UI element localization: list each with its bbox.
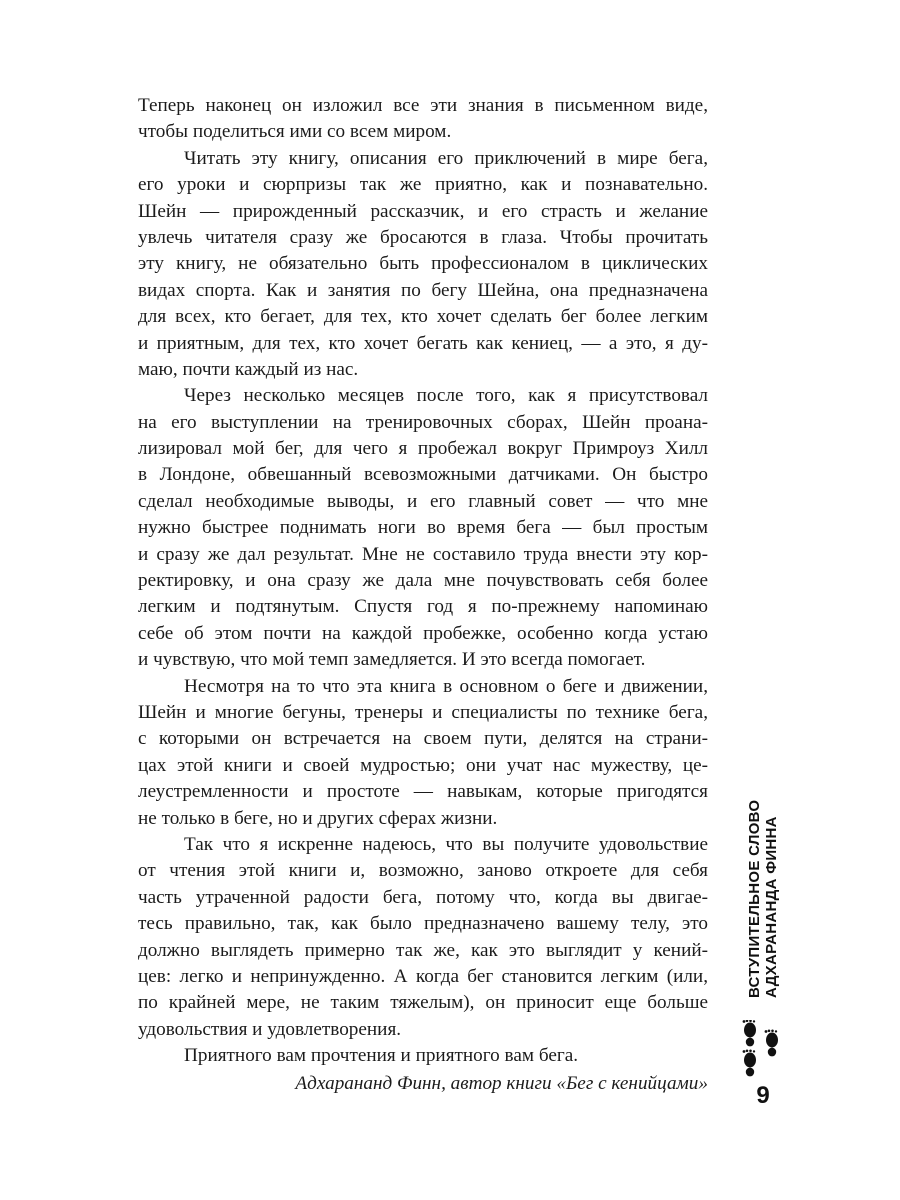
text-line: Так что я искренне надеюсь, что вы получите удовольствие — [184, 833, 708, 855]
text-line: не только в беге, но и других сферах жизни. — [138, 807, 498, 829]
text-line: сделал необходимые выводы, и его главный совет — что мне — [138, 490, 708, 512]
text-line: и чувствую, что мой темп замедляется. И это всегда помогает. — [138, 649, 646, 671]
text-line: Несмотря на то что эта книга в основном о беге и движении, — [184, 675, 708, 697]
text-line: от чтения этой книги и, возможно, заново откроете для себя — [138, 860, 708, 882]
text-line: на его выступлении на тренировочных сборах, Шейн проана- — [138, 411, 708, 433]
body-text — [138, 93, 708, 1098]
text-line: с которыми он встречается на своем пути, делятся на страни- — [138, 728, 708, 750]
text-line: его уроки и сюрпризы так же приятно, как и познавательно. — [138, 174, 708, 196]
text-line: маю, почти каждый из нас. — [138, 358, 359, 380]
text-line: тесь правильно, так, как было предназначено вашему телу, это — [138, 913, 708, 935]
text-line: для всех, кто бегает, для тех, кто хочет сделать бег более легким — [138, 306, 708, 328]
text-line: удовольствия и удовлетворения. — [138, 1018, 402, 1040]
text-line: Приятного вам прочтения и приятного вам бега. — [184, 1045, 579, 1067]
text-line: легким и подтянутым. Спустя год я по-прежнему напоминаю — [138, 596, 708, 618]
text-line: Читать эту книгу, описания его приключений в мире бега, — [184, 147, 708, 169]
text-line: Через несколько месяцев после того, как я присутствовал — [184, 385, 708, 407]
text-line: цах этой книги и своей мудростью; они учат нас мужеству, це- — [138, 754, 708, 776]
text-line: увлечь читателя сразу же бросаются в глаза. Чтобы прочитать — [138, 226, 708, 248]
text-line: себе об этом почти на каждой пробежке, особенно когда устаю — [138, 622, 708, 644]
text-line: часть утраченной радости бега, потому что, когда вы двигае- — [138, 886, 708, 908]
text-line: и сразу же дал результат. Мне не составило труда внести эту кор- — [138, 543, 708, 565]
text-line: видах спорта. Как и занятия по бегу Шейна, она предназначена — [138, 279, 708, 301]
text-line: в Лондоне, обвешанный всевозможными датчиками. Он быстро — [138, 464, 708, 486]
footprints-icon — [738, 1020, 786, 1080]
text-line: нужно быстрее поднимать ноги во время бега — был простым — [138, 517, 708, 539]
page-number: 9 — [756, 1082, 770, 1109]
text-line: лизировал мой бег, для чего я пробежал вокруг Примроуз Хилл — [138, 438, 708, 460]
text-line: и приятным, для тех, кто хочет бегать как кениец, — а это, я ду- — [138, 332, 708, 354]
running-header: ВСТУПИТЕЛЬНОЕ СЛОВО АДХАРАНАНДА ФИННА — [746, 799, 780, 998]
text-line: эту книгу, не обязательно быть профессионалом в циклических — [138, 253, 708, 275]
text-line: чтобы поделиться ими со всем миром. — [138, 121, 452, 143]
text-line: леустремленности и простоте — навыкам, которые пригодятся — [138, 781, 708, 803]
signature: Адхарананд Финн, автор книги «Бег с кенийцами» — [295, 1073, 708, 1095]
text-line: ректировку, и она сразу же дала мне почувствовать себя более — [138, 570, 708, 592]
text-line: должно выглядеть примерно так же, как это выглядит у кений- — [138, 939, 708, 961]
text-line: по крайней мере, не таким тяжелым), он приносит еще больше — [138, 992, 708, 1014]
text-line: Шейн и многие бегуны, тренеры и специалисты по технике бега, — [138, 701, 708, 723]
text-line: цев: легко и непринужденно. А когда бег становится легким (или, — [138, 965, 708, 987]
text-line: Шейн — прирожденный рассказчик, и его страсть и желание — [138, 200, 708, 222]
text-line: Теперь наконец он изложил все эти знания в письменном виде, — [138, 95, 708, 116]
